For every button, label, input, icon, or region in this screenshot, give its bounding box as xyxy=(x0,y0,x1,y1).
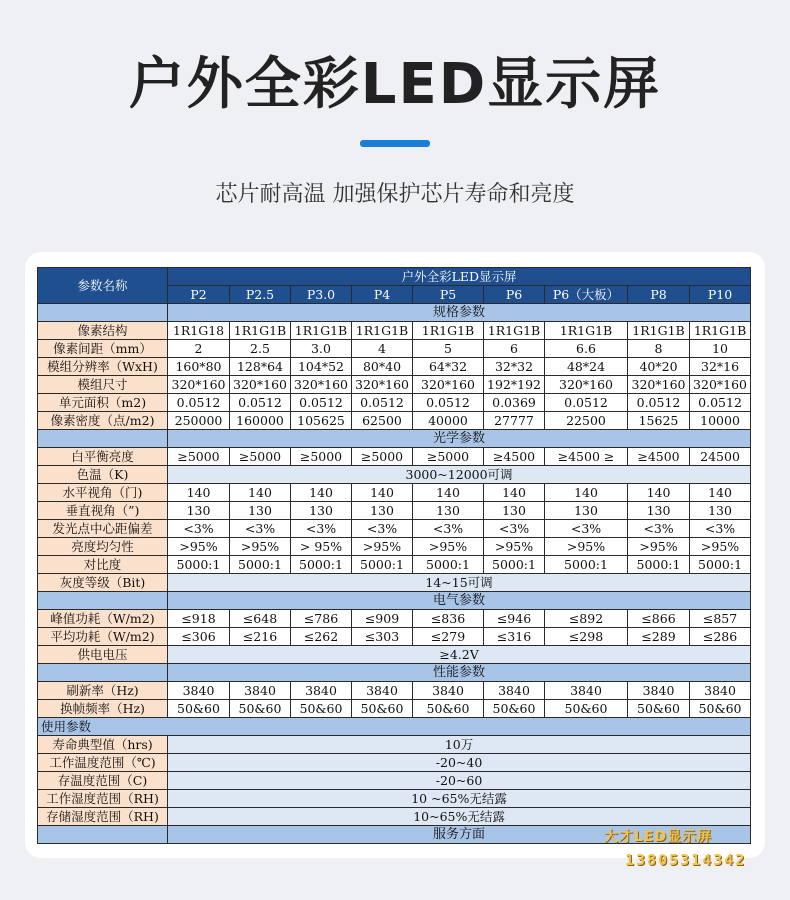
value-cell: 3840 xyxy=(690,682,751,700)
section-row xyxy=(38,430,751,448)
value-cell: 50&60 xyxy=(413,700,484,718)
value-cell: >95% xyxy=(230,538,291,556)
value-cell: 104*52 xyxy=(291,358,352,376)
value-cell: 6 xyxy=(484,340,545,358)
table-row xyxy=(38,646,751,664)
spec-card xyxy=(25,252,765,858)
value-cell: ≤286 xyxy=(690,628,751,646)
value-cell: 50&60 xyxy=(628,700,690,718)
merged-value-cell: ≥4.2V xyxy=(168,646,751,664)
value-cell: 130 xyxy=(291,502,352,520)
value-cell: 24500 xyxy=(690,448,751,466)
value-cell: 320*160 xyxy=(352,376,413,394)
merged-value-cell: -20~60 xyxy=(168,772,751,790)
merged-value-cell: 10万 xyxy=(168,736,751,754)
value-cell: 320*160 xyxy=(413,376,484,394)
value-cell: 50&60 xyxy=(291,700,352,718)
section-spacer xyxy=(38,592,168,610)
row-label: 对比度 xyxy=(38,556,168,574)
value-cell: <3% xyxy=(690,520,751,538)
row-label: 垂直视角（”) xyxy=(38,502,168,520)
section-spacer xyxy=(38,664,168,682)
table-row xyxy=(38,412,751,430)
section-spacer xyxy=(38,430,168,448)
watermark-phone: 13805314342 xyxy=(625,851,747,869)
value-cell: 5000:1 xyxy=(690,556,751,574)
product-header: 户外全彩LED显示屏 xyxy=(168,268,751,286)
value-cell: <3% xyxy=(352,520,413,538)
value-cell: 160000 xyxy=(230,412,291,430)
value-cell: ≥5000 xyxy=(168,448,230,466)
value-cell: >95% xyxy=(168,538,230,556)
row-label: 模组尺寸 xyxy=(38,376,168,394)
value-cell: 32*32 xyxy=(484,358,545,376)
row-label: 色温（K) xyxy=(38,466,168,484)
value-cell: ≤909 xyxy=(352,610,413,628)
value-cell: 40*20 xyxy=(628,358,690,376)
value-cell: 320*160 xyxy=(168,376,230,394)
table-row xyxy=(38,754,751,772)
value-cell: 130 xyxy=(352,502,413,520)
value-cell: > 95% xyxy=(291,538,352,556)
value-cell: ≤946 xyxy=(484,610,545,628)
row-label: 水平视角（门) xyxy=(38,484,168,502)
value-cell: 3840 xyxy=(168,682,230,700)
value-cell: 0.0512 xyxy=(545,394,628,412)
value-cell: 1R1G1B xyxy=(484,322,545,340)
value-cell: 50&60 xyxy=(168,700,230,718)
merged-value-cell: -20~40 xyxy=(168,754,751,772)
value-cell: 1R1G1B xyxy=(230,322,291,340)
value-cell: 140 xyxy=(352,484,413,502)
value-cell: 140 xyxy=(628,484,690,502)
value-cell: ≥5000 xyxy=(413,448,484,466)
value-cell: ≤892 xyxy=(545,610,628,628)
value-cell: >95% xyxy=(413,538,484,556)
value-cell: <3% xyxy=(628,520,690,538)
value-cell: >95% xyxy=(690,538,751,556)
value-cell: 192*192 xyxy=(484,376,545,394)
value-cell: <3% xyxy=(291,520,352,538)
value-cell: ≥5000 xyxy=(230,448,291,466)
value-cell: 4 xyxy=(352,340,413,358)
value-cell: 130 xyxy=(545,502,628,520)
table-row xyxy=(38,502,751,520)
value-cell: 5000:1 xyxy=(291,556,352,574)
row-label: 亮度均匀性 xyxy=(38,538,168,556)
value-cell: ≤306 xyxy=(168,628,230,646)
value-cell: 140 xyxy=(484,484,545,502)
table-row xyxy=(38,520,751,538)
value-cell: 5000:1 xyxy=(168,556,230,574)
value-cell: 320*160 xyxy=(230,376,291,394)
value-cell: <3% xyxy=(168,520,230,538)
value-cell: <3% xyxy=(484,520,545,538)
value-cell: 1R1G1B xyxy=(352,322,413,340)
title-accent-bar xyxy=(360,140,430,147)
value-cell: 10000 xyxy=(690,412,751,430)
row-label: 换帧频率（Hz) xyxy=(38,700,168,718)
table-row xyxy=(38,628,751,646)
value-cell: ≤836 xyxy=(413,610,484,628)
value-cell: 140 xyxy=(168,484,230,502)
value-cell: >95% xyxy=(545,538,628,556)
value-cell: ≥4500 xyxy=(628,448,690,466)
value-cell: 50&60 xyxy=(690,700,751,718)
value-cell: 3840 xyxy=(545,682,628,700)
value-cell: ≥5000 xyxy=(291,448,352,466)
section-title: 电气参数 xyxy=(168,592,751,610)
value-cell: ≤857 xyxy=(690,610,751,628)
model-header: P2 xyxy=(168,286,230,304)
value-cell: 5000:1 xyxy=(230,556,291,574)
value-cell: <3% xyxy=(230,520,291,538)
row-label: 工作温度范围（℃) xyxy=(38,754,168,772)
model-header: P5 xyxy=(413,286,484,304)
value-cell: ≤262 xyxy=(291,628,352,646)
merged-value-cell: 10 ~65%无结露 xyxy=(168,790,751,808)
value-cell: 0.0512 xyxy=(168,394,230,412)
value-cell: 15625 xyxy=(628,412,690,430)
value-cell: 50&60 xyxy=(230,700,291,718)
value-cell: 130 xyxy=(413,502,484,520)
value-cell: 5 xyxy=(413,340,484,358)
section-spacer xyxy=(38,826,168,844)
value-cell: 1R1G1B xyxy=(413,322,484,340)
value-cell: >95% xyxy=(628,538,690,556)
table-row xyxy=(38,484,751,502)
value-cell: 1R1G1B xyxy=(291,322,352,340)
value-cell: 130 xyxy=(690,502,751,520)
value-cell: 5000:1 xyxy=(628,556,690,574)
value-cell: 140 xyxy=(690,484,751,502)
value-cell: 2.5 xyxy=(230,340,291,358)
value-cell: 1R1G1B xyxy=(545,322,628,340)
value-cell: 22500 xyxy=(545,412,628,430)
value-cell: 130 xyxy=(628,502,690,520)
param-name-header: 参数名称 xyxy=(38,268,168,304)
value-cell: 8 xyxy=(628,340,690,358)
value-cell: 6.6 xyxy=(545,340,628,358)
model-header: P3.0 xyxy=(291,286,352,304)
value-cell: ≤298 xyxy=(545,628,628,646)
model-header: P6（大板） xyxy=(545,286,628,304)
value-cell: 3.0 xyxy=(291,340,352,358)
spec-sheet xyxy=(37,267,750,844)
value-cell: ≤866 xyxy=(628,610,690,628)
model-header: P6 xyxy=(484,286,545,304)
value-cell: 320*160 xyxy=(690,376,751,394)
value-cell: 0.0512 xyxy=(628,394,690,412)
row-label: 灰度等级（Bit) xyxy=(38,574,168,592)
watermark-brand: 大才LED显示屏 xyxy=(604,829,713,845)
value-cell: 5000:1 xyxy=(484,556,545,574)
page-title: 户外全彩LED显示屏 xyxy=(128,52,662,117)
row-label: 发光点中心距偏差 xyxy=(38,520,168,538)
table-row xyxy=(38,376,751,394)
value-cell: 250000 xyxy=(168,412,230,430)
table-row xyxy=(38,448,751,466)
value-cell: 130 xyxy=(168,502,230,520)
value-cell: 80*40 xyxy=(352,358,413,376)
value-cell: 0.0512 xyxy=(690,394,751,412)
value-cell: 128*64 xyxy=(230,358,291,376)
value-cell: ≤648 xyxy=(230,610,291,628)
value-cell: <3% xyxy=(545,520,628,538)
section-title: 光学参数 xyxy=(168,430,751,448)
value-cell: ≤918 xyxy=(168,610,230,628)
value-cell: 140 xyxy=(413,484,484,502)
row-label: 寿命典型值（hrs) xyxy=(38,736,168,754)
value-cell: 3840 xyxy=(628,682,690,700)
merged-value-cell: 14~15可调 xyxy=(168,574,751,592)
value-cell: >95% xyxy=(484,538,545,556)
value-cell: <3% xyxy=(413,520,484,538)
value-cell: 130 xyxy=(484,502,545,520)
value-cell: 50&60 xyxy=(545,700,628,718)
table-row xyxy=(38,322,751,340)
model-header: P8 xyxy=(628,286,690,304)
value-cell: 5000:1 xyxy=(545,556,628,574)
value-cell: 0.0369 xyxy=(484,394,545,412)
value-cell: ≥4500 ≥ xyxy=(545,448,628,466)
value-cell: 0.0512 xyxy=(230,394,291,412)
table-row xyxy=(38,790,751,808)
row-label: 像素间距（mm） xyxy=(38,340,168,358)
row-label: 存储湿度范围（RH) xyxy=(38,808,168,826)
value-cell: 320*160 xyxy=(545,376,628,394)
value-cell: ≤786 xyxy=(291,610,352,628)
value-cell: ≤279 xyxy=(413,628,484,646)
spec-table xyxy=(37,267,751,844)
table-row xyxy=(38,340,751,358)
value-cell: 50&60 xyxy=(484,700,545,718)
value-cell: 48*24 xyxy=(545,358,628,376)
merged-value-cell: 3000~12000可调 xyxy=(168,466,751,484)
row-label: 供电电压 xyxy=(38,646,168,664)
value-cell: 160*80 xyxy=(168,358,230,376)
table-row xyxy=(38,610,751,628)
value-cell: 140 xyxy=(545,484,628,502)
value-cell: 1R1G1B xyxy=(628,322,690,340)
row-label: 模组分辨率（WxH) xyxy=(38,358,168,376)
row-label: 白平衡亮度 xyxy=(38,448,168,466)
value-cell: ≤303 xyxy=(352,628,413,646)
table-row xyxy=(38,358,751,376)
value-cell: 40000 xyxy=(413,412,484,430)
section-title: 服务方面 xyxy=(168,826,751,844)
value-cell: 320*160 xyxy=(628,376,690,394)
value-cell: ≥5000 xyxy=(352,448,413,466)
value-cell: ≤316 xyxy=(484,628,545,646)
table-row xyxy=(38,700,751,718)
section-spacer xyxy=(38,304,168,322)
value-cell: 0.0512 xyxy=(413,394,484,412)
section-title: 使用参数 xyxy=(38,718,751,736)
value-cell: 3840 xyxy=(230,682,291,700)
value-cell: 3840 xyxy=(291,682,352,700)
row-label: 单元面积（m2) xyxy=(38,394,168,412)
section-row xyxy=(38,304,751,322)
value-cell: 3840 xyxy=(413,682,484,700)
row-label: 存温度范围（C) xyxy=(38,772,168,790)
value-cell: 5000:1 xyxy=(352,556,413,574)
value-cell: ≤289 xyxy=(628,628,690,646)
row-label: 刷新率（Hz) xyxy=(38,682,168,700)
merged-value-cell: 10~65%无结露 xyxy=(168,808,751,826)
value-cell: 140 xyxy=(291,484,352,502)
value-cell: ≥4500 xyxy=(484,448,545,466)
row-label: 工作湿度范围（RH) xyxy=(38,790,168,808)
section-row xyxy=(38,592,751,610)
table-row xyxy=(38,682,751,700)
section-row xyxy=(38,664,751,682)
value-cell: 62500 xyxy=(352,412,413,430)
model-header: P10 xyxy=(690,286,751,304)
value-cell: 320*160 xyxy=(291,376,352,394)
table-row xyxy=(38,538,751,556)
row-label: 像素密度（点/m2) xyxy=(38,412,168,430)
value-cell: 64*32 xyxy=(413,358,484,376)
row-label: 平均功耗（W/m2) xyxy=(38,628,168,646)
value-cell: 3840 xyxy=(484,682,545,700)
table-row xyxy=(38,466,751,484)
value-cell: 5000:1 xyxy=(413,556,484,574)
value-cell: 130 xyxy=(230,502,291,520)
table-row xyxy=(38,556,751,574)
model-header: P4 xyxy=(352,286,413,304)
table-row xyxy=(38,736,751,754)
table-row xyxy=(38,394,751,412)
value-cell: ≤216 xyxy=(230,628,291,646)
value-cell: 2 xyxy=(168,340,230,358)
value-cell: 1R1G18 xyxy=(168,322,230,340)
page-subtitle: 芯片耐高温 加强保护芯片寿命和亮度 xyxy=(215,182,575,207)
value-cell: >95% xyxy=(352,538,413,556)
row-label: 峰值功耗（W/m2) xyxy=(38,610,168,628)
table-row xyxy=(38,772,751,790)
row-label: 像素结构 xyxy=(38,322,168,340)
value-cell: 32*16 xyxy=(690,358,751,376)
value-cell: 10 xyxy=(690,340,751,358)
value-cell: 0.0512 xyxy=(291,394,352,412)
value-cell: 105625 xyxy=(291,412,352,430)
value-cell: 1R1G1B xyxy=(690,322,751,340)
model-header: P2.5 xyxy=(230,286,291,304)
section-title: 性能参数 xyxy=(168,664,751,682)
value-cell: 0.0512 xyxy=(352,394,413,412)
value-cell: 27777 xyxy=(484,412,545,430)
value-cell: 140 xyxy=(230,484,291,502)
value-cell: 50&60 xyxy=(352,700,413,718)
table-row xyxy=(38,808,751,826)
value-cell: 3840 xyxy=(352,682,413,700)
table-row xyxy=(38,574,751,592)
section-row xyxy=(38,718,751,736)
section-title: 规格参数 xyxy=(168,304,751,322)
